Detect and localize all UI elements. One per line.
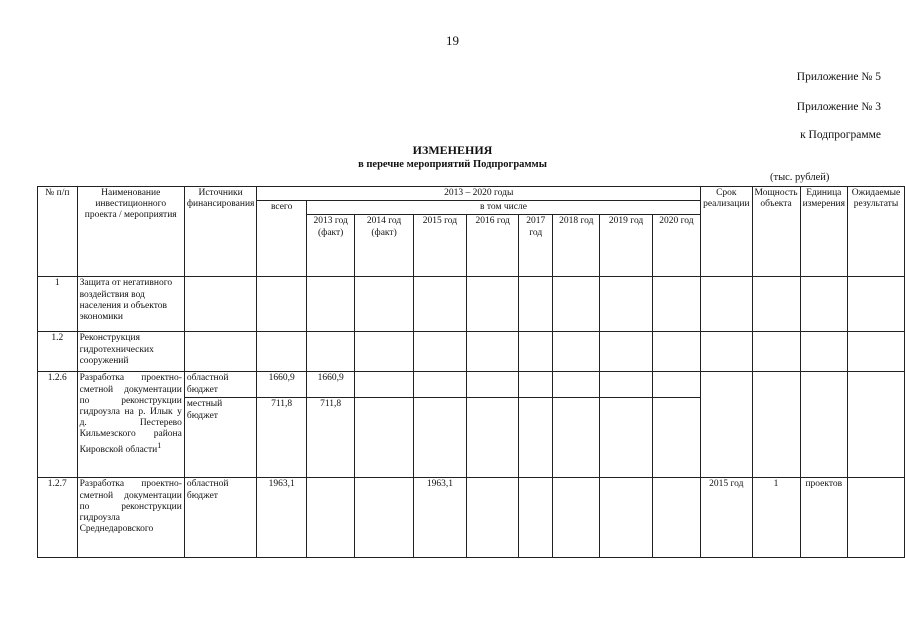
header-year-2013: 2013 год (факт) — [306, 215, 355, 277]
row-total: 1963,1 — [257, 478, 307, 558]
row-year-2015: 1963,1 — [413, 478, 466, 558]
table-row — [38, 277, 905, 332]
footnote-mark: 1 — [157, 440, 162, 450]
header-term: Срок реализации — [701, 187, 752, 277]
row-source: областной бюджет — [184, 478, 257, 558]
document-subtitle: в перечне мероприятий Подпрограммы — [358, 159, 547, 170]
header-row-1 — [38, 187, 905, 201]
table-row — [38, 478, 905, 558]
header-unit: Единица измерения — [800, 187, 847, 277]
header-year-2016: 2016 год — [467, 215, 519, 277]
table-row — [38, 332, 905, 372]
appendix-line-3: к Подпрограмме — [800, 129, 881, 141]
page-number: 19 — [446, 33, 459, 48]
header-year-2020: 2020 год — [652, 215, 700, 277]
row-source: местный бюджет — [184, 398, 257, 478]
row-year-2013: 711,8 — [306, 398, 355, 478]
row-num: 1.2.7 — [38, 478, 78, 558]
row-source: областной бюджет — [184, 372, 257, 398]
header-source: Источники финансирования — [184, 187, 257, 277]
header-year-2014: 2014 год (факт) — [355, 215, 413, 277]
units-note: (тыс. рублей) — [770, 172, 830, 183]
header-result: Ожидаемые результаты — [848, 187, 905, 277]
row-num: 1.2 — [38, 332, 78, 372]
document-title: ИЗМЕНЕНИЯ — [412, 143, 493, 157]
appendix-line-2: Приложение № 3 — [796, 101, 881, 113]
header-period: 2013 – 2020 годы — [257, 187, 701, 201]
header-name: Наименование инвестиционного проекта / мероприятия — [77, 187, 184, 277]
header-total: всего — [257, 201, 307, 277]
row-name — [77, 372, 184, 478]
row-year-2013: 1660,9 — [306, 372, 355, 398]
row-name: Разработка проектно-сметной документации по реконструкции гидроузла Среднедаровского — [77, 478, 184, 558]
row-num: 1.2.6 — [38, 372, 78, 478]
row-name: Реконструкция гидротехнических сооружений — [77, 332, 184, 372]
row-num: 1 — [38, 277, 78, 332]
header-incl: в том числе — [306, 201, 700, 215]
row-total: 1660,9 — [257, 372, 307, 398]
header-power: Мощность объекта — [752, 187, 800, 277]
header-year-2017: 2017 год — [519, 215, 553, 277]
header-year-2019: 2019 год — [600, 215, 652, 277]
row-term: 2015 год — [701, 478, 752, 558]
row-unit: проектов — [800, 478, 847, 558]
row-total: 711,8 — [257, 398, 307, 478]
row-name-text: Разработка проектно-сметной документации по реконструкции гидроузла на р. Илык у д. Пестерево Кильмезского района Кировской области — [79, 373, 182, 455]
table-row — [38, 372, 905, 398]
measures-table — [37, 186, 905, 558]
header-num: № п/п — [38, 187, 78, 277]
header-year-2018: 2018 год — [553, 215, 600, 277]
header-year-2015: 2015 год — [413, 215, 466, 277]
row-name: Защита от негативного воздействия вод населения и объектов экономики — [77, 277, 184, 332]
appendix-line-1: Приложение № 5 — [796, 71, 881, 83]
row-power: 1 — [752, 478, 800, 558]
